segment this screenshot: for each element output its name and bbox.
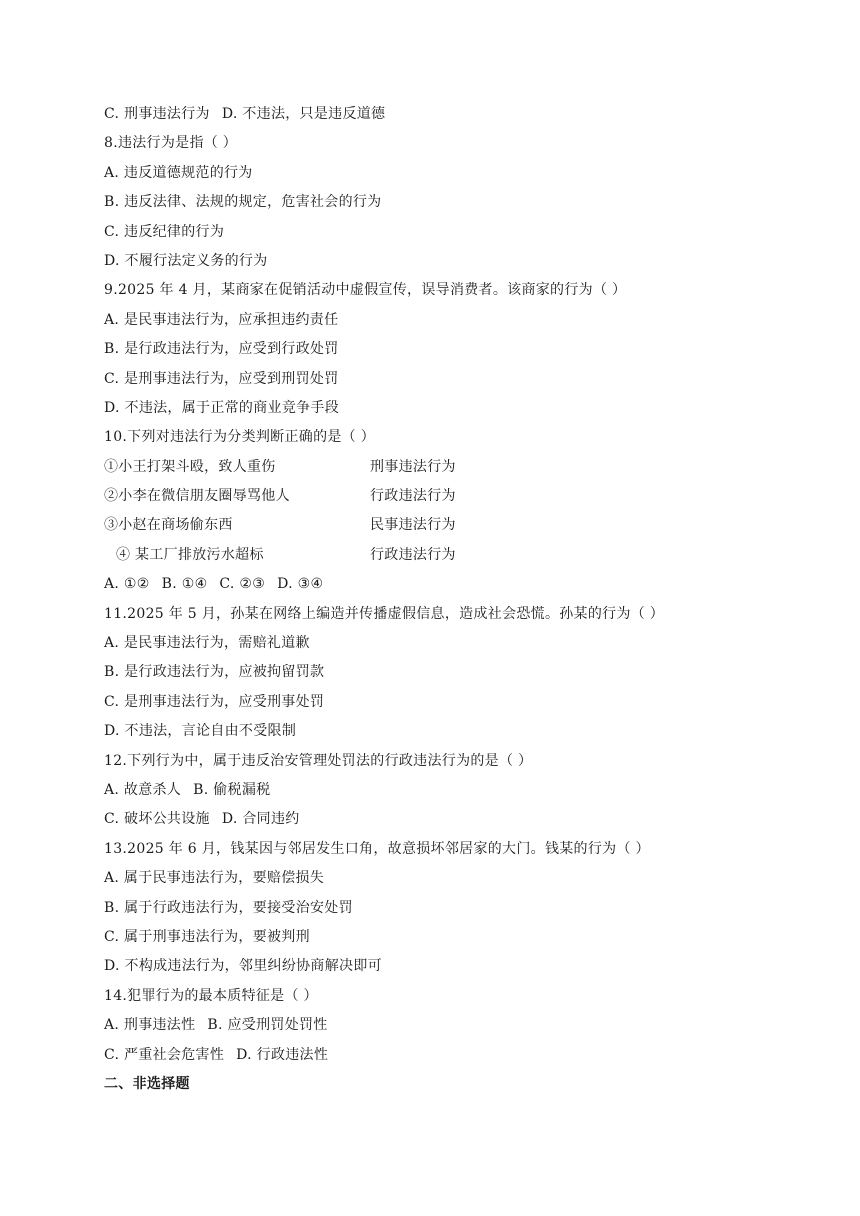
q9-option-c[interactable]: C. 是刑事违法行为，应受到刑罚处罚 [104, 370, 339, 387]
q10-option-a[interactable]: A. ①② [104, 576, 150, 593]
q11-stem: 11.2025 年 5 月，孙某在网络上编造并传播虚假信息，造成社会恐慌。孙某的行为（ ） [104, 605, 665, 622]
q9-option-d[interactable]: D. 不违法，属于正常的商业竞争手段 [104, 399, 340, 416]
q12-options-cd [104, 805, 764, 834]
q10-item-3-behavior: ③小赵在商场偷东西 [104, 517, 233, 534]
q10-stem: 10.下列对违法行为分类判断正确的是（ ） [104, 429, 376, 446]
q12-option-a[interactable]: A. 故意杀人 [104, 781, 182, 798]
q12-option-b[interactable]: B. 偷税漏税 [193, 781, 271, 798]
q12-option-d[interactable]: D. 合同违约 [221, 811, 300, 828]
q10-item-1 [104, 453, 764, 482]
q11-option-b[interactable]: B. 是行政违法行为，应被拘留罚款 [104, 664, 325, 681]
q8-option-b[interactable]: B. 违反法律、法规的规定，危害社会的行为 [104, 194, 382, 211]
q12-option-c[interactable]: C. 破坏公共设施 [104, 811, 210, 828]
q10-options [104, 570, 764, 599]
q14-option-b[interactable]: B. 应受刑罚处罚性 [207, 1017, 328, 1034]
q11-option-a[interactable]: A. 是民事违法行为，需赔礼道歉 [104, 635, 310, 652]
q7-options-cd [104, 100, 764, 129]
q9-option-b[interactable]: B. 是行政违法行为，应受到行政处罚 [104, 341, 339, 358]
q14-stem: 14.犯罪行为的最本质特征是（ ） [104, 987, 318, 1004]
q10-option-b[interactable]: B. ①④ [161, 576, 208, 593]
q10-item-2-behavior: ②小李在微信朋友圈辱骂他人 [104, 488, 290, 505]
option-d[interactable]: D. 不违法，只是违反道德 [221, 106, 386, 122]
section-heading-non-choice: 二、非选择题 [104, 1075, 190, 1092]
q10-item-2-category: 行政违法行为 [370, 488, 456, 505]
q9-stem: 9.2025 年 4 月，某商家在促销活动中虚假宣传，误导消费者。该商家的行为（ ） [104, 282, 627, 299]
q8-option-a[interactable]: A. 违反道德规范的行为 [104, 164, 253, 181]
option-c[interactable]: C. 刑事违法行为 [104, 106, 210, 122]
q10-item-1-category: 刑事违法行为 [370, 458, 456, 475]
q11-option-d[interactable]: D. 不违法，言论自由不受限制 [104, 723, 297, 740]
q11-option-c[interactable]: C. 是刑事违法行为，应受刑事处罚 [104, 693, 325, 710]
q13-option-d[interactable]: D. 不构成违法行为，邻里纠纷协商解决即可 [104, 958, 382, 975]
q10-option-d[interactable]: D. ③④ [277, 576, 324, 593]
q10-item-1-behavior: ①小王打架斗殴，致人重伤 [104, 458, 276, 475]
q12-stem: 12.下列行为中，属于违反治安管理处罚法的行政违法行为的是（ ） [104, 752, 533, 769]
q14-option-d[interactable]: D. 行政违法性 [236, 1046, 329, 1063]
document-page [104, 100, 764, 1099]
q14-options-cd [104, 1041, 764, 1070]
q14-option-a[interactable]: A. 刑事违法性 [104, 1017, 196, 1034]
q10-option-c[interactable]: C. ②③ [219, 576, 266, 593]
q10-item-4-category: 行政违法行为 [370, 546, 456, 563]
q8-stem: 8.违法行为是指（ ） [104, 135, 238, 152]
q8-option-c[interactable]: C. 违反纪律的行为 [104, 223, 225, 240]
q14-option-c[interactable]: C. 严重社会危害性 [104, 1046, 225, 1063]
q10-item-2 [104, 482, 764, 511]
q10-item-3-category: 民事违法行为 [370, 517, 456, 534]
q10-item-3 [104, 511, 764, 540]
q13-stem: 13.2025 年 6 月，钱某因与邻居发生口角，故意损坏邻居家的大门。钱某的行为（ ） [104, 840, 650, 857]
q14-options-ab [104, 1011, 764, 1040]
q12-options-ab [104, 776, 764, 805]
q10-item-4-behavior: ④ 某工厂排放污水超标 [116, 546, 264, 563]
q13-option-c[interactable]: C. 属于刑事违法行为，要被判刑 [104, 928, 310, 945]
q13-option-b[interactable]: B. 属于行政违法行为，要接受治安处罚 [104, 899, 353, 916]
q10-item-4 [104, 541, 764, 570]
q9-option-a[interactable]: A. 是民事违法行为，应承担违约责任 [104, 311, 339, 328]
q13-option-a[interactable]: A. 属于民事违法行为，要赔偿损失 [104, 870, 325, 887]
q8-option-d[interactable]: D. 不履行法定义务的行为 [104, 252, 268, 269]
